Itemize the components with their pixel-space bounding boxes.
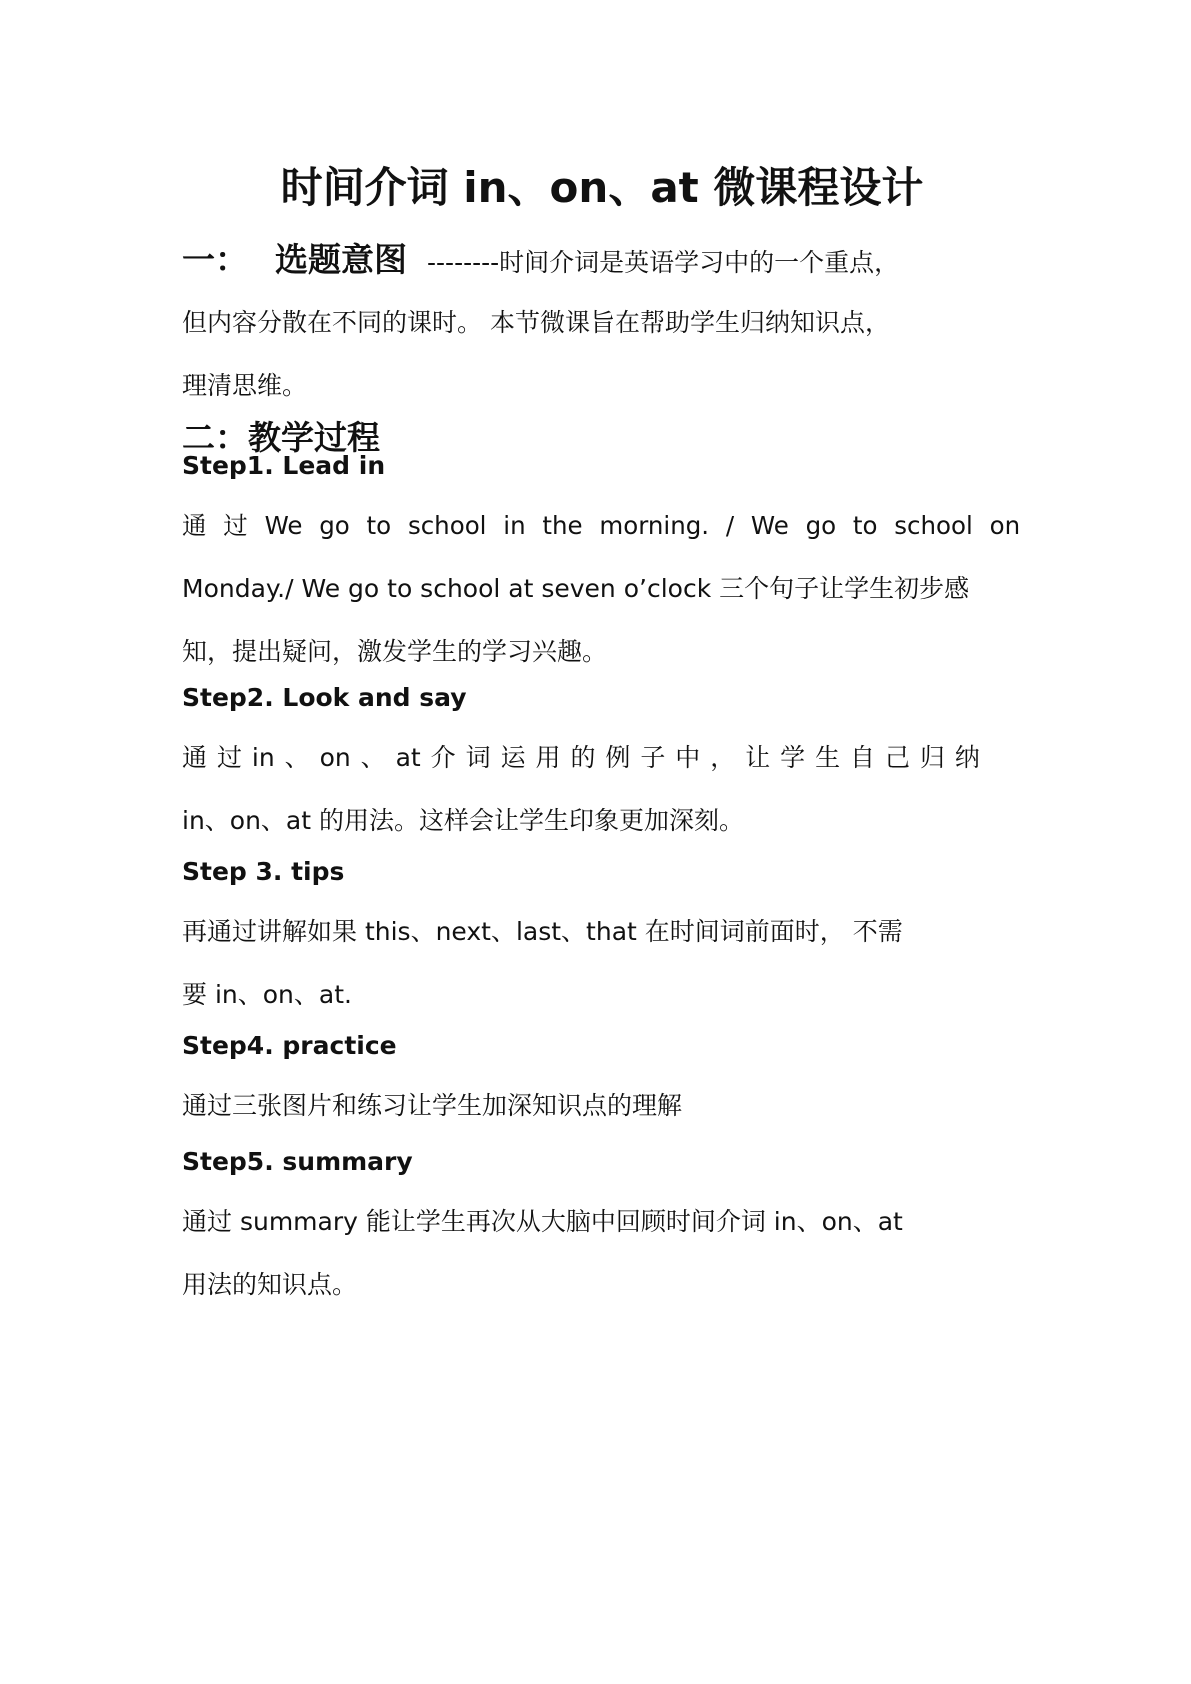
section-heading: 选题意图 [275,240,407,279]
paragraph-line: 通过三张图片和练习让学生加深知识点的理解 [182,1091,683,1120]
section-heading-process: 二：教学过程 [182,418,380,457]
paragraph-line: 再通过讲解如果 this、next、last、that 在时间词前面时， 不需 [182,917,903,946]
step-title: Step2. Look and say [182,683,467,712]
step-paragraph [182,1074,1022,1137]
paragraph-line: 用法的知识点。 [182,1270,358,1299]
paragraph-line: 要 in、on、at. [182,980,352,1009]
paragraph-line: 通 过 We go to school in the morning. / We go to school on [182,511,1021,540]
section-intent-first-line [182,228,1022,291]
step-paragraph [182,1190,1022,1316]
section-number: 一： [182,240,248,279]
paragraph-line: 知，提出疑问，激发学生的学习兴趣。 [182,637,608,666]
paragraph-line: in、on、at 的用法。这样会让学生印象更加深刻。 [182,806,745,835]
paragraph-line: 通 过 in 、 on 、 at 介 词 运 用 的 例 子 中 ， 让 学 生 自 己 归 纳 [182,743,980,772]
step-title: Step5. summary [182,1147,413,1176]
step-paragraph [182,726,1022,852]
paragraph-line: Monday./ We go to school at seven o’clock 三个句子让学生初步感 [182,574,970,603]
step-title: Step4. practice [182,1031,397,1060]
step-paragraph [182,494,1022,683]
document-page [182,0,1022,1684]
step-paragraph [182,900,1022,1026]
step-title: Step1. Lead in [182,451,386,480]
section-intent [182,228,1022,417]
paragraph-line: 通过 summary 能让学生再次从大脑中回顾时间介词 in、on、at [182,1207,903,1236]
step-title: Step 3. tips [182,857,345,886]
paragraph-line: 理清思维。 [182,371,308,400]
paragraph-line: 但内容分散在不同的课时。 本节微课旨在帮助学生归纳知识点， [182,308,890,337]
document-title: 时间介词 in、on、at 微课程设计 [280,163,924,212]
paragraph-line: --------时间介词是英语学习中的一个重点， [427,248,900,277]
